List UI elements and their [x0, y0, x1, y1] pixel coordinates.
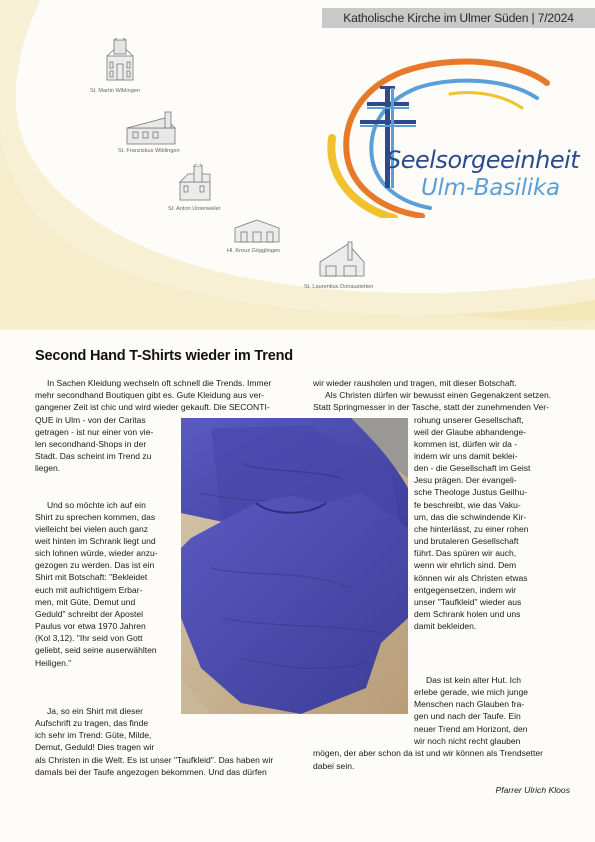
text-line: Jesu prägen. Der evangeli- — [414, 475, 517, 486]
text-line: weil der Glaube abhandenge- — [414, 426, 527, 437]
text-line: Heiligen." — [35, 657, 72, 668]
text-line: Als Christen dürfen wir bewusst einen Gegenakzent setzen. — [325, 390, 552, 401]
text-line: Geduld" schreibt der Apostel — [35, 608, 144, 619]
text-line: sich lohnen würde, wieder anzu- — [35, 548, 158, 559]
text-line: geliebt, seid seine auserwählten — [35, 645, 157, 656]
text-line: euch mit aufrichtigem Erbar- — [35, 584, 143, 595]
text-line: dem Schrank holen und uns — [414, 609, 521, 619]
church-st-martin-icon — [104, 38, 136, 82]
text-line: dabei sein. — [313, 760, 355, 771]
text-line: weit hinten im Schrank liegt und — [35, 535, 156, 546]
text-line: rohung unserer Gesellschaft, — [414, 414, 524, 425]
church-label: St. Martin Wiblingen — [90, 88, 141, 94]
church-st-laurentius-icon — [318, 240, 366, 278]
church-st-franziskus-icon — [125, 110, 177, 146]
text-line: gezogen zu werden. Das ist ein — [35, 560, 155, 571]
church-hl-kreuz-icon — [233, 218, 281, 244]
church-st-anton-icon — [178, 164, 212, 202]
text-line: liegen. — [35, 463, 61, 474]
col2-p2-wide — [313, 747, 573, 771]
col1-p3 — [35, 705, 176, 754]
text-line: Demut, Geduld! Dies tragen wir — [35, 742, 155, 753]
text-line: Paulus vor etwa 1970 Jahren — [35, 621, 146, 632]
text-line: damals bei der Taufe angezogen bekommen. Und das dürfen — [35, 766, 267, 777]
col2-narrow — [414, 414, 573, 633]
text-line: wir noch nicht recht glauben — [414, 735, 521, 746]
text-line: vielleicht bei vielen auch ganz — [35, 523, 149, 534]
text-line: che hinterlässt, zu einer rohen — [414, 523, 529, 534]
col2-p2 — [414, 674, 573, 747]
col1-p1-narrow — [35, 414, 176, 475]
text-line: Ja, so ein Shirt mit dieser — [47, 706, 143, 716]
article-title: Second Hand T-Shirts wieder im Trend — [35, 348, 293, 364]
logo-title: Seelsorgeeinheit — [386, 146, 580, 174]
text-line: mögen, der aber schon da ist und wir können als Trendsetter — [313, 748, 543, 759]
text-line: wir wieder rausholen und tragen, mit dieser Botschaft. — [313, 378, 517, 388]
text-line: können wir als Christen etwas — [414, 572, 528, 583]
text-line: als Christen in die Welt. Es ist unser "Taufkleid". Das haben wir — [35, 754, 274, 765]
text-line: damit bekleiden. — [414, 621, 477, 632]
logo-subtitle: Ulm-Basilika — [421, 175, 560, 201]
text-line: Und so möchte ich auf ein — [47, 499, 146, 510]
text-line: fe beschreibt, wie das Vaku- — [414, 499, 521, 510]
text-line: Shirt zu sprechen kommen, das — [35, 511, 156, 522]
church-label: St. Laurentius Donaustetten — [304, 284, 374, 290]
text-line: ich sehr im Trend: Güte, Milde, — [35, 730, 152, 741]
text-line: Stadt. Das scheint im Trend zu — [35, 450, 152, 461]
col1-p3-wide — [35, 754, 290, 778]
text-line: führt. Das spüren wir auch, — [414, 548, 517, 559]
text-line: sche Theologe Justus Geilhu- — [414, 487, 527, 498]
issue-header: Katholische Kirche im Ulmer Süden | 7/2024 — [322, 8, 595, 28]
text-line: Aufschrift zu tragen, das finde — [35, 718, 149, 729]
text-line: den - die Gesellschaft im Geist — [414, 463, 531, 474]
author-signature: Pfarrer Ulrich Kloos — [495, 785, 570, 795]
text-line: indem wir uns damit beklei- — [414, 450, 518, 461]
col2-top — [313, 377, 573, 413]
text-line: wenn wir ehrlich sind. Dem — [414, 560, 517, 571]
text-line: und brutaleren Gesellschaft — [414, 536, 519, 547]
text-line: unser "Taufkleid" wieder aus — [414, 596, 522, 607]
church-label: St. Franziskus Wiblingen — [118, 148, 180, 154]
text-line: len secondhand-Shops in der — [35, 438, 147, 449]
tshirts-photo — [181, 418, 408, 714]
text-line: Shirt mit Botschaft: "Bekleidet — [35, 572, 148, 583]
text-line: Menschen nach Glauben fra- — [414, 699, 525, 710]
text-line: QUE in Ulm - von der Caritas — [35, 414, 146, 425]
col1-p1-wide — [35, 377, 290, 413]
text-line: erlebe gerade, wie mich junge — [414, 687, 529, 698]
church-label: St. Anton Unterweiler — [168, 206, 221, 212]
text-line: getragen - ist nur einer von vie- — [35, 426, 154, 437]
text-line: entgegensetzen, indem wir — [414, 584, 517, 595]
text-line: Statt Springmesser in der Tasche, statt der zunehmenden Ver- — [313, 402, 549, 413]
text-line: neuer Trend am Horizont, den — [414, 723, 528, 734]
text-line: (Kol 3,12). "Ihr seid von Gott — [35, 633, 143, 644]
text-line: kommen ist, dürfen wir da - — [414, 438, 518, 449]
text-line: mehr secondhand Boutiquen gibt es. Gute Kleidung aus ver- — [35, 390, 265, 401]
text-line: In Sachen Kleidung wechseln oft schnell die Trends. Immer — [47, 378, 272, 388]
col1-p2 — [35, 499, 176, 669]
church-label: Hl. Kreuz Gögglingen — [227, 248, 281, 254]
text-line: men, mit Güte, Demut und — [35, 596, 136, 607]
text-line: um, das die schwindende Kir- — [414, 511, 527, 522]
text-line: gangener Zeit ist chic und wird wieder gekauft. Die SECONTI- — [35, 402, 270, 413]
text-line: gen und nach der Taufe. Ein — [414, 711, 521, 722]
text-line: Das ist kein alter Hut. Ich — [426, 675, 522, 685]
